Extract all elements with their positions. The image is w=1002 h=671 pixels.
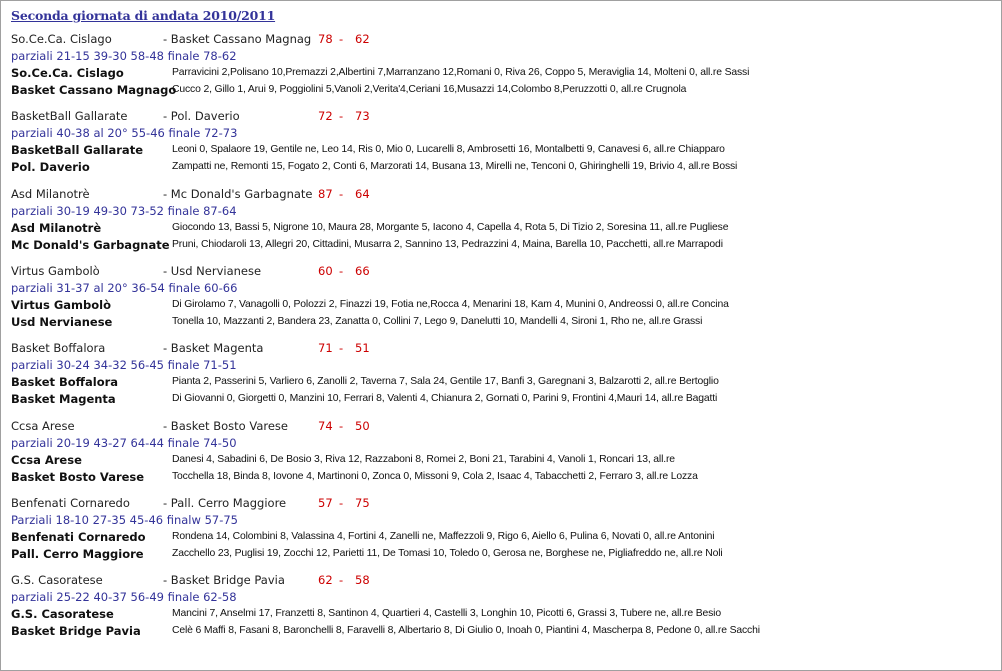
away-score: 75 (355, 496, 370, 510)
score-separator: - (339, 109, 344, 123)
home-team: G.S. Casoratese (11, 573, 103, 587)
score-separator: - (339, 264, 344, 278)
away-players: Zampatti ne, Remonti 15, Fogato 2, Conti 6, Marzorati 14, Busana 13, Mirelli ne, Tenconi 0, Ghiringhelli 19, Brivio 4, all.re Bossi (172, 161, 738, 172)
away-score: 58 (355, 573, 370, 587)
score-separator: - (339, 496, 344, 510)
away-team: - Basket Cassano Magnag (163, 32, 312, 46)
away-team-name: Pall. Cerro Maggiore (11, 547, 144, 561)
home-score: 72 (318, 109, 333, 123)
partials-line: parziali 20-19 43-27 64-44 finale 74-50 (11, 436, 237, 450)
away-team-name: Basket Bridge Pavia (11, 624, 141, 638)
partials-line: parziali 30-24 34-32 56-45 finale 71-51 (11, 358, 237, 372)
home-score: 78 (318, 32, 333, 46)
home-score: 57 (318, 496, 333, 510)
home-team-name: Ccsa Arese (11, 453, 82, 467)
home-score: 87 (318, 187, 333, 201)
home-score: 74 (318, 419, 333, 433)
partials-line: parziali 30-19 49-30 73-52 finale 87-64 (11, 204, 237, 218)
home-score: 60 (318, 264, 333, 278)
home-team: Virtus Gambolò (11, 264, 100, 278)
home-team: Basket Boffalora (11, 341, 106, 355)
away-team: - Pol. Daverio (163, 109, 240, 123)
home-team: So.Ce.Ca. Cislago (11, 32, 112, 46)
home-players: Parravicini 2,Polisano 10,Premazzi 2,Albertini 7,Marranzano 12,Romani 0, Riva 26, Coppo 5, Meraviglia 14, Molteni 0, all.re Sassi (172, 67, 750, 78)
partials-line: parziali 25-22 40-37 56-49 finale 62-58 (11, 590, 237, 604)
score-separator: - (339, 419, 344, 433)
away-team: - Pall. Cerro Maggiore (163, 496, 287, 510)
home-players: Di Girolamo 7, Vanagolli 0, Polozzi 2, Finazzi 19, Fotia ne,Rocca 4, Menarini 18, Kam 4, Munini 0, Andreossi 0, all.re Concina (172, 299, 729, 310)
away-score: 51 (355, 341, 370, 355)
away-team: - Mc Donald's Garbagnate (163, 187, 313, 201)
home-score: 62 (318, 573, 333, 587)
home-team-name: BasketBall Gallarate (11, 143, 143, 157)
home-team-name: Benfenati Cornaredo (11, 530, 146, 544)
score-separator: - (339, 341, 344, 355)
home-team: Asd Milanotrè (11, 187, 90, 201)
home-team: Ccsa Arese (11, 419, 75, 433)
home-team: BasketBall Gallarate (11, 109, 128, 123)
home-team-name: G.S. Casoratese (11, 607, 114, 621)
home-team-name: Asd Milanotrè (11, 221, 102, 235)
home-players: Leoni 0, Spalaore 19, Gentile ne, Leo 14, Ris 0, Mio 0, Lucarelli 8, Ambrosetti 16, Montalbetti 9, Canavesi 6, all.re Chiapparo (172, 144, 725, 155)
home-players: Danesi 4, Sabadini 6, De Bosio 3, Riva 12, Razzaboni 8, Romei 2, Boni 21, Tarabini 4, Vanoli 1, Roncari 13, all.re (172, 454, 675, 465)
away-team-name: Usd Nervianese (11, 315, 113, 329)
home-team: Benfenati Cornaredo (11, 496, 130, 510)
away-team: - Usd Nervianese (163, 264, 262, 278)
home-players: Pianta 2, Passerini 5, Varliero 6, Zanolli 2, Taverna 7, Sala 24, Gentile 17, Banfi 3, Garegnani 3, Balzarotti 2, all.re Bertoglio (172, 376, 719, 387)
partials-line: parziali 21-15 39-30 58-48 finale 78-62 (11, 49, 237, 63)
away-players: Zacchello 23, Puglisi 19, Zocchi 12, Parietti 11, De Tomasi 10, Toledo 0, Gerosa ne, Borghese ne, Pigliafreddo ne, all.re Noli (172, 548, 723, 559)
away-score: 73 (355, 109, 370, 123)
page-title: Seconda giornata di andata 2010/2011 (11, 8, 276, 23)
away-team-name: Pol. Daverio (11, 160, 90, 174)
home-players: Rondena 14, Colombini 8, Valassina 4, Fortini 4, Zanelli ne, Maffezzoli 9, Rigo 6, Aiello 6, Pulina 6, Novati 0, all.re Antonini (172, 531, 715, 542)
away-players: Di Giovanni 0, Giorgetti 0, Manzini 10, Ferrari 8, Valenti 4, Chianura 2, Gornati 0, Parini 9, Frontini 4,Mauri 14, all.re Bagatti (172, 393, 718, 404)
score-separator: - (339, 573, 344, 587)
away-team-name: Mc Donald's Garbagnate (11, 238, 170, 252)
partials-line: parziali 40-38 al 20° 55-46 finale 72-73 (11, 126, 238, 140)
away-team: - Basket Bosto Varese (163, 419, 288, 433)
away-players: Tonella 10, Mazzanti 2, Bandera 23, Zanatta 0, Collini 7, Lego 9, Danelutti 10, Mandelli 4, Sironi 1, Rho ne, all.re Grassi (172, 316, 703, 327)
home-team-name: So.Ce.Ca. Cislago (11, 66, 124, 80)
away-score: 50 (355, 419, 370, 433)
away-team-name: Basket Cassano Magnago (11, 83, 177, 97)
away-players: Tocchella 18, Binda 8, Iovone 4, Martinoni 0, Zonca 0, Missoni 9, Cola 2, Isaac 4, Tabacchetti 2, Ferraro 3, all.re Lozza (172, 471, 698, 482)
away-team: - Basket Magenta (163, 341, 264, 355)
partials-line: parziali 31-37 al 20° 36-54 finale 60-66 (11, 281, 238, 295)
partials-line: Parziali 18-10 27-35 45-46 finalw 57-75 (11, 513, 238, 527)
home-score: 71 (318, 341, 333, 355)
away-team: - Basket Bridge Pavia (163, 573, 285, 587)
away-score: 66 (355, 264, 370, 278)
away-team-name: Basket Magenta (11, 392, 116, 406)
home-team-name: Basket Boffalora (11, 375, 119, 389)
home-team-name: Virtus Gambolò (11, 298, 112, 312)
away-score: 64 (355, 187, 370, 201)
away-team-name: Basket Bosto Varese (11, 470, 145, 484)
away-score: 62 (355, 32, 370, 46)
away-players: Cucco 2, Gillo 1, Arui 9, Poggiolini 5,Vanoli 2,Verita'4,Ceriani 16,Musazzi 14,Colombo 8,Peruzzotti 0, all.re Crugnola (172, 84, 687, 95)
home-players: Giocondo 13, Bassi 5, Nigrone 10, Maura 28, Morgante 5, Iacono 4, Capella 4, Rota 5, Di Tizio 2, Soresina 11, all.re Pugliese (172, 222, 729, 233)
score-separator: - (339, 32, 344, 46)
away-players: Pruni, Chiodaroli 13, Allegri 20, Cittadini, Musarra 2, Sannino 13, Pedrazzini 4, Maina, Barella 10, Pacchetti, all.re Marrapodi (172, 239, 723, 250)
score-separator: - (339, 187, 344, 201)
away-players: Celè 6 Maffi 8, Fasani 8, Baronchelli 8, Faravelli 8, Albertario 8, Di Giulio 0, Inoah 0, Piantini 4, Mascherpa 8, Pedone 0, all.re Sacchi (172, 625, 760, 636)
home-players: Mancini 7, Anselmi 17, Franzetti 8, Santinon 4, Quartieri 4, Castelli 3, Longhin 10, Picotti 6, Grassi 3, Tubere ne, all.re Besio (172, 608, 721, 619)
